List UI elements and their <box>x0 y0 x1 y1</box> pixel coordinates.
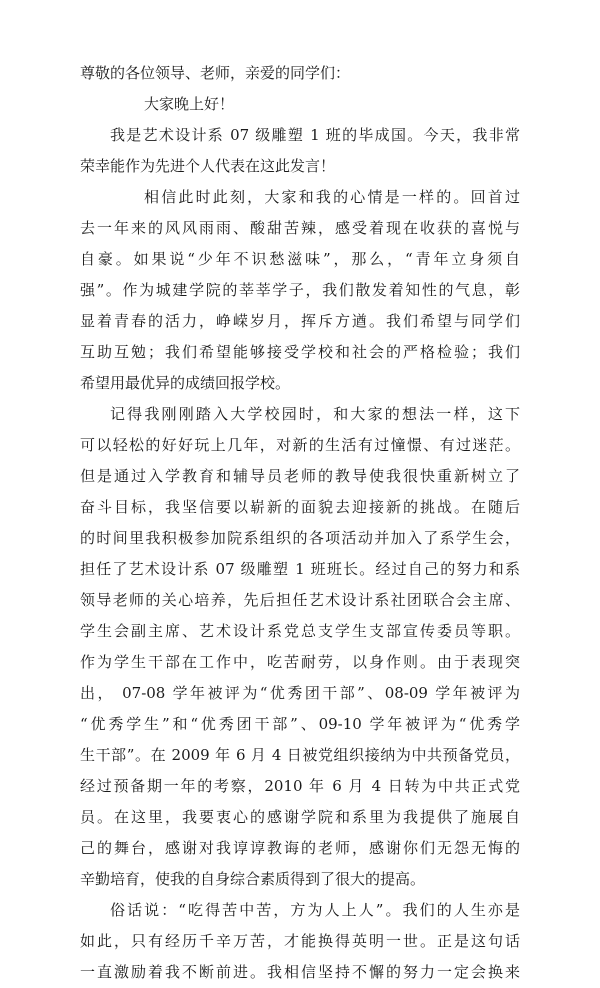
greeting-line: 大家晚上好！ <box>144 95 235 113</box>
text-line: 出， 07-08 学年被评为“优秀团干部”、08-09 学年被评为 <box>80 684 520 702</box>
text-line: 领导老师的关心培养，先后担任艺术设计系社团联合会主席、 <box>80 591 520 609</box>
text-line: 可以轻松的好好玩上几年，对新的生活有过憧憬、有过迷茫。 <box>80 436 520 454</box>
text-line: 俗话说：“吃得苦中苦，方为人上人”。我们的人生亦是 <box>110 901 520 919</box>
text-line: “优秀学生”和“优秀团干部”、09-10 学年被评为“优秀学 <box>80 715 520 733</box>
text-line: 但是通过入学教育和辅导员老师的教导使我很快重新树立了 <box>80 467 520 485</box>
text-line: 去一年来的风风雨雨、酸甜苦辣，感受着现在收获的喜悦与 <box>80 219 520 237</box>
text-line: 如此，只有经历千辛万苦，才能换得英明一世。正是这句话 <box>80 932 520 950</box>
text-line: 显着青春的活力，峥嵘岁月，挥斥方遒。我们希望与同学们 <box>80 312 520 330</box>
text-line: 相信此时此刻，大家和我的心情是一样的。回首过 <box>144 188 520 206</box>
text-line: 我是艺术设计系 07 级雕塑 1 班的毕成国。今天，我非常 <box>110 126 520 144</box>
text-line: 生干部”。在 2009 年 6 月 4 日被党组织接纳为中共预备党员， <box>80 746 520 764</box>
text-line: 经过预备期一年的考察，2010 年 6 月 4 日转为中共正式党 <box>80 777 520 795</box>
salutation-line: 尊敬的各位领导、老师，亲爱的同学们： <box>80 64 351 82</box>
text-line: 奋斗目标，我坚信要以崭新的面貌去迎接新的挑战。在随后 <box>80 498 520 516</box>
text-line: 强”。作为城建学院的莘莘学子，我们散发着知性的气息，彰 <box>80 281 520 299</box>
text-line: 记得我刚刚踏入大学校园时，和大家的想法一样，这下 <box>110 405 520 423</box>
text-line: 担任了艺术设计系 07 级雕塑 1 班班长。经过自己的努力和系 <box>80 560 520 578</box>
text-line: 己的舞台，感谢对我谆谆教诲的老师，感谢你们无怨无悔的 <box>80 839 520 857</box>
text-line: 自豪。如果说“少年不识愁滋味”，那么，“青年立身须自 <box>80 250 520 268</box>
text-line: 的时间里我积极参加院系组织的各项活动并加入了系学生会， <box>80 529 520 547</box>
text-line: 一直激励着我不断前进。我相信坚持不懈的努力一定会换来 <box>80 963 520 981</box>
text-line: 员。在这里，我要衷心的感谢学院和系里为我提供了施展自 <box>80 808 520 826</box>
text-line: 互助互勉；我们希望能够接受学校和社会的严格检验；我们 <box>80 343 520 361</box>
text-line: 学生会副主席、艺术设计系党总支学生支部宣传委员等职。 <box>80 622 520 640</box>
text-line: 作为学生干部在工作中，吃苦耐劳，以身作则。由于表现突 <box>80 653 520 671</box>
text-line: 荣幸能作为先进个人代表在这此发言！ <box>80 157 336 175</box>
text-line: 辛勤培育，使我的自身综合素质得到了很大的提高。 <box>80 870 426 888</box>
text-line: 希望用最优异的成绩回报学校。 <box>80 374 291 392</box>
